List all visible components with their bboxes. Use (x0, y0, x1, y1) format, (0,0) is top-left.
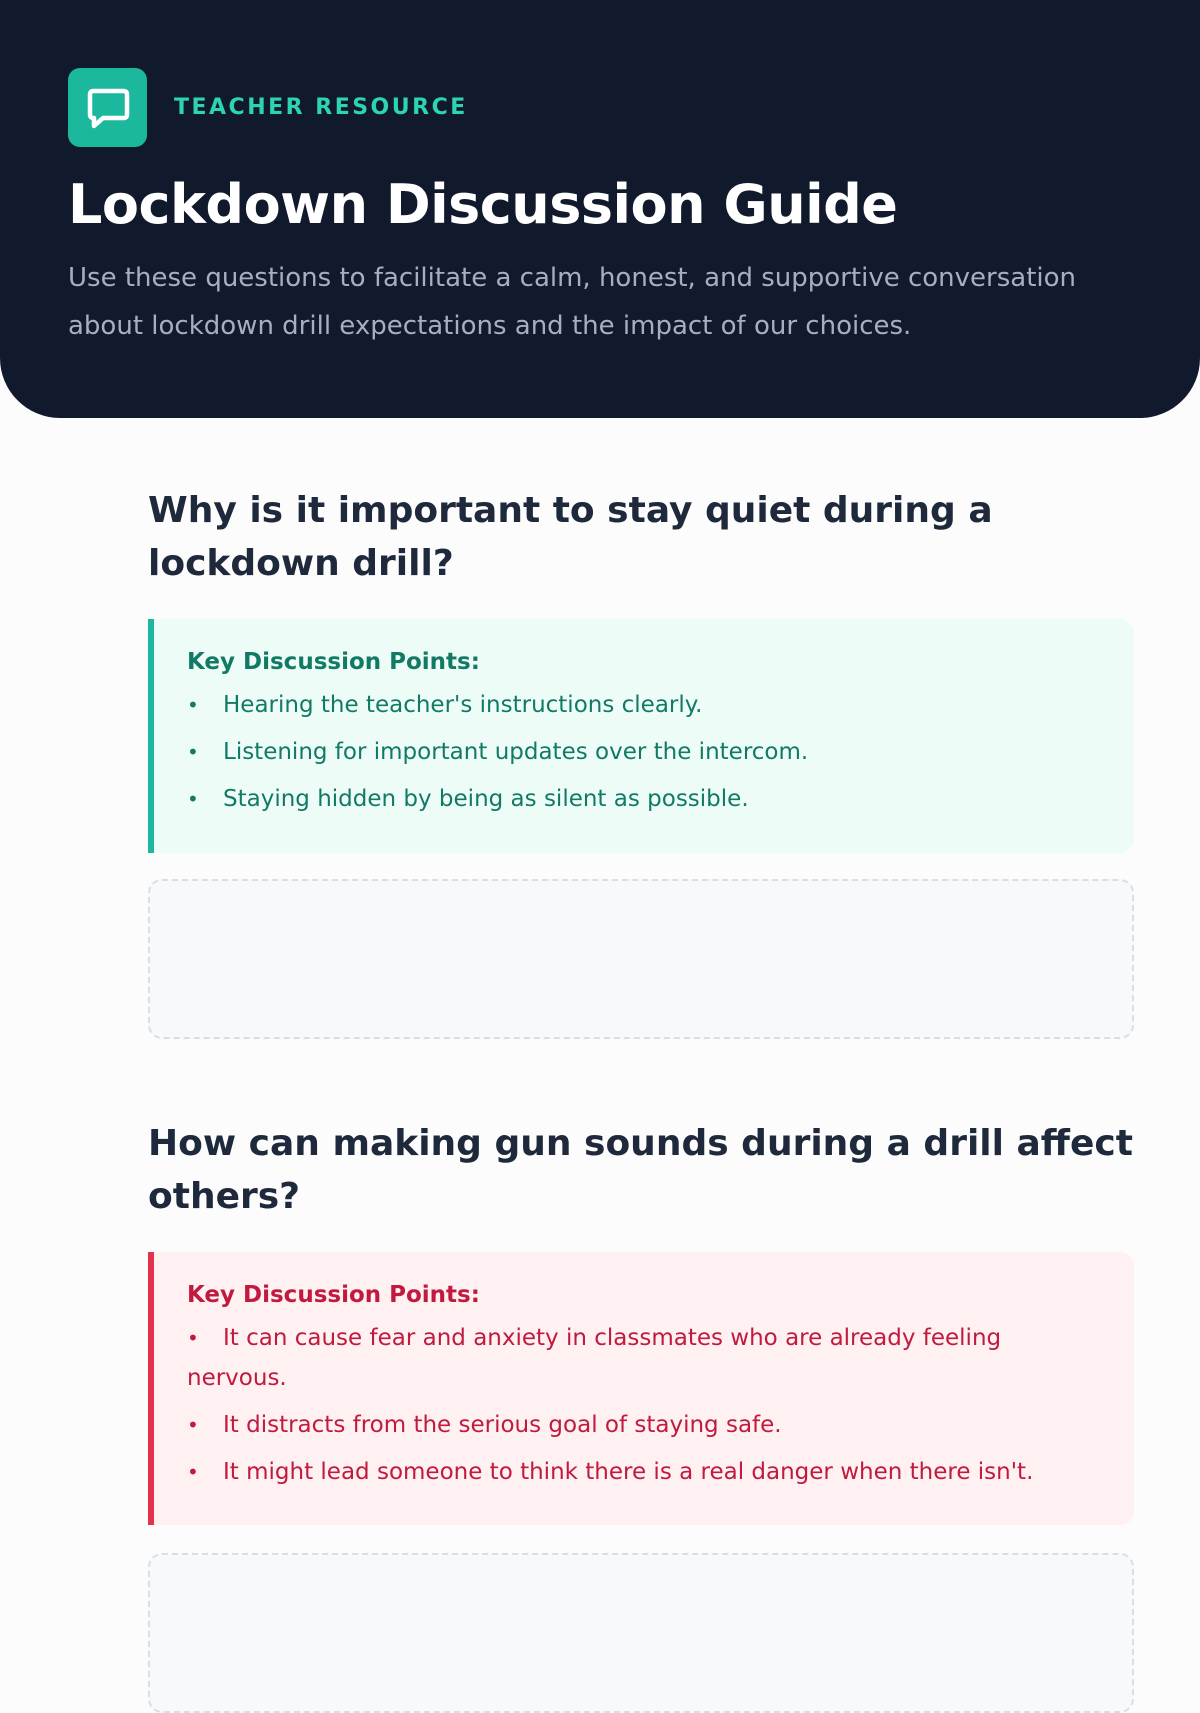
list-item (187, 1452, 1100, 1492)
list-item (187, 732, 1100, 772)
question-section-1 (148, 484, 1134, 812)
list-item (187, 1318, 1100, 1398)
bullet-icon: • (187, 740, 199, 764)
key-points-heading: Key Discussion Points: (187, 649, 480, 675)
bullet-icon: • (187, 1460, 199, 1484)
question-title: Why is it important to stay quiet during a lockdown drill? (148, 490, 993, 584)
resource-badge (68, 68, 468, 147)
chat-bubble-icon (68, 68, 147, 147)
bullet-icon: • (187, 1326, 199, 1350)
bullet-icon: • (187, 693, 199, 717)
page-subtitle: Use these questions to facilitate a calm, honest, and supportive conversation about lockdown drill expectations and the impact of our choices. (68, 263, 1076, 341)
list-item (187, 779, 1100, 819)
list-item (187, 685, 1100, 725)
list-item (187, 1405, 1100, 1445)
question-title: How can making gun sounds during a drill affect others? (148, 1123, 1133, 1217)
point-text: Staying hidden by being as silent as possible. (223, 786, 749, 812)
point-text: Hearing the teacher's instructions clearly. (223, 692, 703, 718)
bullet-icon: • (187, 1413, 199, 1437)
page-header (0, 0, 1200, 418)
key-points-heading: Key Discussion Points: (187, 1282, 480, 1308)
page-title: Lockdown Discussion Guide (68, 173, 898, 236)
key-points-list (187, 685, 1100, 819)
notes-area[interactable] (148, 879, 1134, 1039)
point-text: It distracts from the serious goal of staying safe. (223, 1412, 782, 1438)
key-points-box (148, 1252, 1134, 1525)
key-points-box (148, 619, 1134, 853)
point-text: It might lead someone to think there is a real danger when there isn't. (223, 1459, 1034, 1485)
question-section-2 (148, 1117, 1134, 1485)
notes-area[interactable] (148, 1553, 1134, 1713)
point-text: It can cause fear and anxiety in classmates who are already feeling nervous. (187, 1325, 1002, 1391)
point-text: Listening for important updates over the intercom. (223, 739, 809, 765)
badge-label: TEACHER RESOURCE (174, 95, 468, 120)
bullet-icon: • (187, 787, 199, 811)
key-points-list (187, 1318, 1100, 1492)
